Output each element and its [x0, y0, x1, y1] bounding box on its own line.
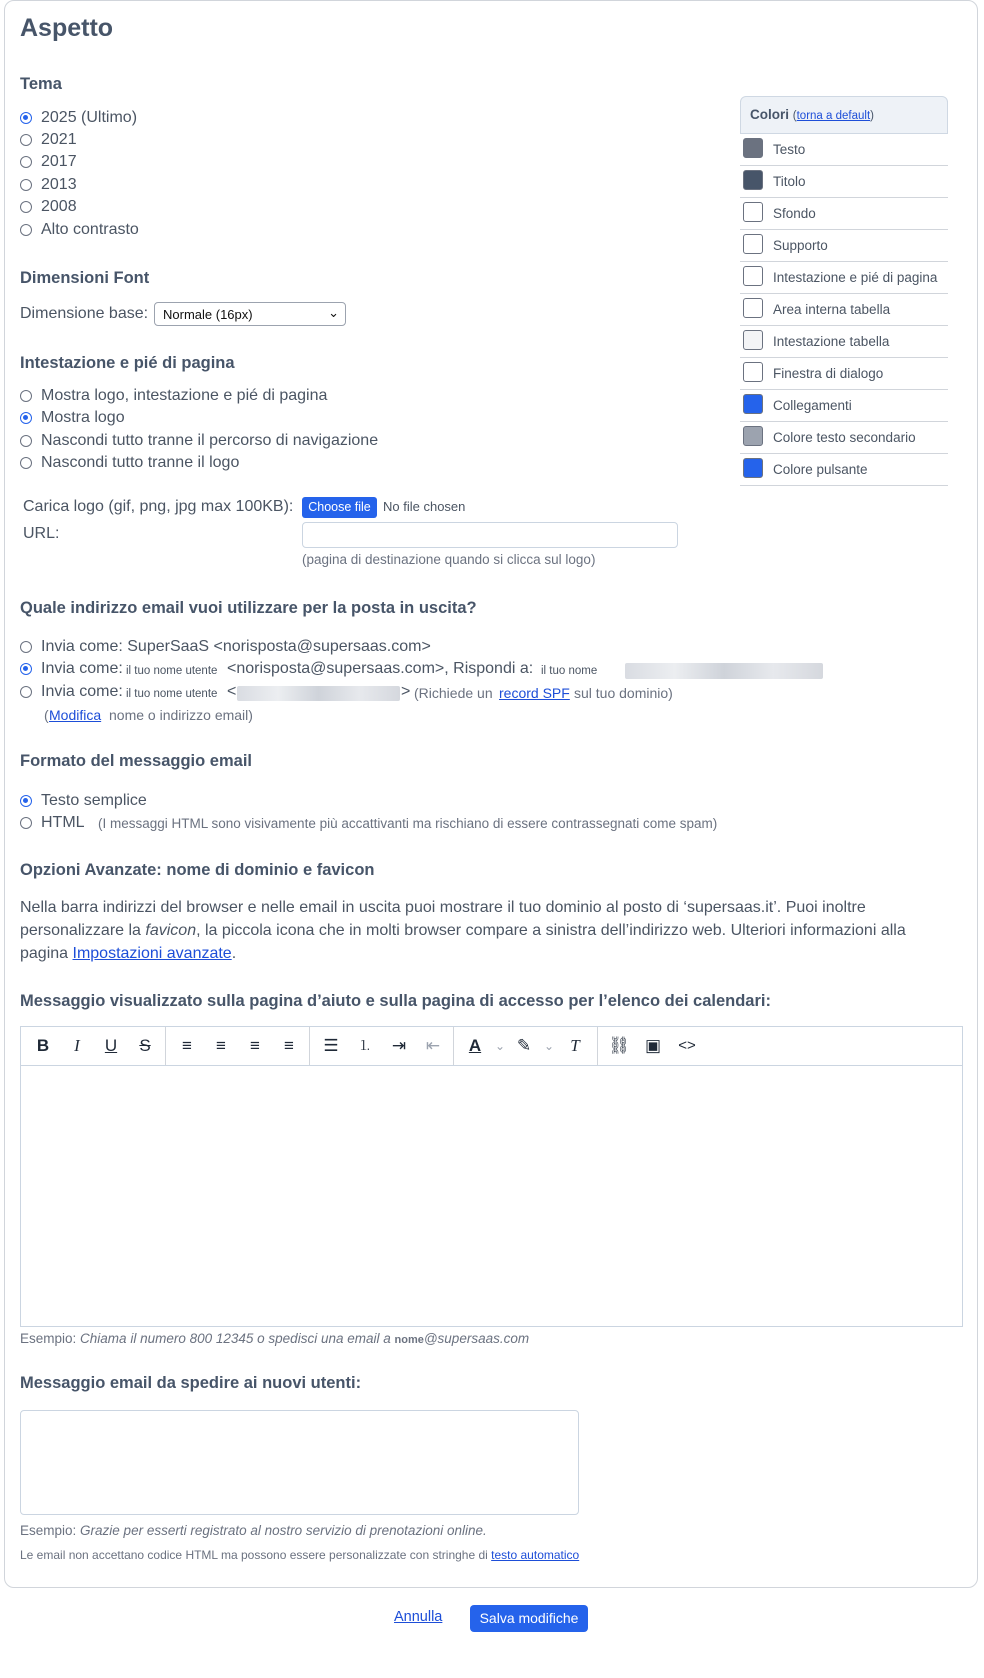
email-opt3-lt: <: [227, 683, 237, 700]
image-icon[interactable]: ▣: [644, 1036, 662, 1055]
email-label-supersaas: Invia come: SuperSaaS <norisposta@supersaas.com>: [41, 638, 431, 655]
spf-record-link[interactable]: record SPF: [499, 685, 570, 701]
logo-url-input[interactable]: [302, 522, 678, 548]
highlight-icon[interactable]: ✎: [516, 1036, 532, 1055]
header-radio-only-logo[interactable]: [20, 457, 32, 469]
modify-open-paren: (: [44, 707, 49, 723]
save-changes-button[interactable]: Salva modifiche: [470, 1605, 588, 1632]
file-status: No file chosen: [383, 499, 466, 514]
theme-radio-2017[interactable]: [20, 156, 32, 168]
email-opt2-address: <norisposta@supersaas.com>, Rispondi a:: [227, 660, 534, 677]
format-label-plain: Testo semplice: [41, 792, 147, 809]
help-message-example: [20, 1331, 529, 1346]
modify-email-link[interactable]: Modifica: [49, 707, 102, 723]
font-size-value: Normale (16px): [163, 307, 253, 322]
header-footer-heading: Intestazione e pié di pagina: [20, 354, 235, 372]
numbered-list-icon[interactable]: ⒈: [358, 1038, 372, 1053]
theme-label-2013: 2013: [41, 176, 77, 193]
outdent-icon[interactable]: ⇤: [425, 1036, 441, 1055]
format-label-html: HTML: [41, 814, 85, 831]
color-swatch[interactable]: [743, 234, 763, 254]
header-label-breadcrumb: Nascondi tutto tranne il percorso di navigazione: [41, 432, 379, 449]
email-format-heading: Formato del messaggio email: [20, 752, 252, 770]
color-label: Titolo: [773, 174, 806, 189]
toolbar-separator: [453, 1027, 454, 1065]
email-opt2-username-token: il tuo nome utente: [126, 665, 218, 677]
color-label: Finestra di dialogo: [773, 366, 884, 381]
color-row: [740, 262, 948, 294]
email-opt3-gt: >: [401, 683, 411, 700]
italic-icon[interactable]: I: [74, 1036, 80, 1055]
logo-url-label: URL:: [23, 525, 60, 542]
color-label: Sfondo: [773, 206, 816, 221]
advanced-heading: Opzioni Avanzate: nome di dominio e favicon: [20, 861, 375, 879]
color-swatch[interactable]: [743, 298, 763, 318]
advanced-text-3b: .: [231, 945, 237, 962]
toolbar-separator: [165, 1027, 166, 1065]
color-row: [740, 166, 948, 198]
color-label: Area interna tabella: [773, 302, 891, 317]
color-label: Colore pulsante: [773, 462, 868, 477]
theme-radio-2013[interactable]: [20, 179, 32, 191]
color-swatch[interactable]: [743, 266, 763, 286]
choose-file-button[interactable]: Choose file: [302, 497, 377, 518]
reset-colors-link[interactable]: torna a default: [796, 110, 871, 122]
editor-toolbar: [21, 1027, 962, 1066]
bold-icon[interactable]: B: [36, 1036, 50, 1055]
advanced-text-line1: Nella barra indirizzi del browser e nelle email in uscita puoi mostrare il tuo dominio al posto di ‘supersaas.it’. Puoi inoltre: [20, 899, 866, 916]
theme-radio-2008[interactable]: [20, 201, 32, 213]
new-user-message-textarea[interactable]: [20, 1410, 579, 1515]
color-swatch[interactable]: [743, 138, 763, 158]
font-size-label: Dimensione base:: [20, 305, 149, 322]
help-message-heading: Messaggio visualizzato sulla pagina d’aiuto e sulla pagina di accesso per l’elenco dei calendari:: [20, 992, 771, 1010]
font-heading: Dimensioni Font: [20, 269, 150, 287]
header-label-logo: Mostra logo: [41, 409, 125, 426]
redacted-reply-address: [625, 663, 823, 679]
color-row: [740, 198, 948, 230]
colors-header: [740, 96, 948, 134]
toolbar-separator: [309, 1027, 310, 1065]
logo-url-hint: (pagina di destinazione quando si clicca sul logo): [302, 552, 596, 567]
strikethrough-icon[interactable]: S: [139, 1036, 151, 1055]
header-label-only-logo: Nascondi tutto tranne il logo: [41, 454, 240, 471]
email-radio-supersaas[interactable]: [20, 641, 32, 653]
email-opt3-username-token: il tuo nome utente: [126, 688, 218, 700]
colors-panel: [740, 96, 948, 486]
color-label: Supporto: [773, 238, 828, 253]
email-opt2-name-token: il tuo nome: [541, 665, 598, 677]
email-opt3-prefix: Invia come:: [41, 683, 123, 700]
toolbar-separator: [597, 1027, 598, 1065]
color-row: [740, 294, 948, 326]
color-row: [740, 422, 948, 454]
advanced-text-favicon: favicon: [145, 922, 197, 939]
email-opt2-prefix: Invia come:: [41, 660, 123, 677]
bullet-list-icon[interactable]: ☰: [323, 1036, 339, 1055]
help-example-domain: @supersaas.com: [423, 1331, 530, 1346]
chevron-down-icon[interactable]: ⌄: [494, 1039, 506, 1053]
color-swatch[interactable]: [743, 362, 763, 382]
cancel-link[interactable]: Annulla: [394, 1609, 443, 1625]
color-swatch[interactable]: [743, 458, 763, 478]
colors-reset-close: ): [870, 110, 874, 122]
help-example-label: Esempio:: [20, 1331, 77, 1346]
colors-title: Colori: [750, 107, 789, 122]
theme-radio-2021[interactable]: [20, 134, 32, 146]
theme-radio-high-contrast[interactable]: [20, 224, 32, 236]
new-user-example-text: Grazie per esserti registrato al nostro servizio di prenotazioni online.: [80, 1523, 487, 1538]
header-label-show-all: Mostra logo, intestazione e pié di pagina: [41, 387, 328, 404]
theme-label-2017: 2017: [41, 153, 77, 170]
color-label: Colore testo secondario: [773, 430, 916, 445]
color-row: [740, 390, 948, 422]
color-swatch[interactable]: [743, 426, 763, 446]
help-message-editor: [20, 1026, 963, 1327]
color-label: Collegamenti: [773, 398, 852, 413]
theme-radio-2025[interactable]: [20, 112, 32, 124]
help-example-text: Chiama il numero 800 12345 o spedisci una email a: [80, 1331, 391, 1346]
theme-heading: Tema: [20, 75, 62, 93]
header-radio-show-all[interactable]: [20, 390, 32, 402]
new-user-note-text: Le email non accettano codice HTML ma possono essere personalizzate con stringhe di: [20, 1548, 488, 1562]
email-opt3-tail: sul tuo dominio): [574, 685, 673, 701]
align-right-icon[interactable]: ≡: [250, 1036, 260, 1055]
clear-format-icon[interactable]: T: [570, 1036, 580, 1055]
theme-label-2025: 2025 (Ultimo): [41, 109, 138, 126]
email-from-heading: Quale indirizzo email vuoi utilizzare per la posta in uscita?: [20, 599, 477, 617]
code-icon[interactable]: <>: [678, 1037, 696, 1054]
format-html-note: (I messaggi HTML sono visivamente più accattivanti ma rischiano di essere contrassegnati come spam): [98, 816, 718, 831]
color-swatch[interactable]: [743, 170, 763, 190]
color-swatch[interactable]: [743, 202, 763, 222]
theme-label-2021: 2021: [41, 131, 77, 148]
chevron-down-icon: ⌄: [328, 305, 339, 320]
color-row: [740, 134, 948, 166]
email-opt3-requires: (Richiede un: [414, 685, 493, 701]
advanced-settings-link[interactable]: Impostazioni avanzate: [72, 945, 232, 962]
color-label: Testo: [773, 142, 806, 157]
advanced-text-line2: [20, 922, 906, 940]
page-title: Aspetto: [20, 14, 114, 42]
new-user-example-label: Esempio:: [20, 1523, 77, 1538]
underline-icon[interactable]: U: [104, 1036, 118, 1055]
help-example-nome: nome: [394, 1334, 424, 1346]
link-icon[interactable]: ⛓: [608, 1036, 630, 1055]
theme-label-high-contrast: Alto contrasto: [41, 221, 139, 238]
email-radio-username[interactable]: [20, 663, 32, 675]
color-row: [740, 358, 948, 390]
format-radio-plain[interactable]: [20, 795, 32, 807]
new-user-heading: Messaggio email da spedire ai nuovi utenti:: [20, 1374, 362, 1392]
color-label: Intestazione e pié di pagina: [773, 270, 938, 285]
align-left-icon[interactable]: ≡: [182, 1036, 192, 1055]
email-radio-custom[interactable]: [20, 686, 32, 698]
font-size-select[interactable]: [154, 302, 346, 326]
header-radio-breadcrumb[interactable]: [20, 435, 32, 447]
color-row: [740, 230, 948, 262]
color-swatch[interactable]: [743, 394, 763, 414]
advanced-text-2b: , la piccola icona che in molti browser compare a sinistra dell’indirizzo web. Ulteriori informazioni alla: [196, 922, 906, 939]
color-label: Intestazione tabella: [773, 334, 890, 349]
color-list: [740, 134, 948, 486]
color-row: [740, 326, 948, 358]
advanced-text-line3: [20, 945, 236, 963]
header-radio-logo[interactable]: [20, 412, 32, 424]
advanced-text-2a: personalizzare la: [20, 922, 141, 939]
text-color-icon[interactable]: A: [468, 1036, 482, 1055]
new-user-note: [20, 1548, 579, 1562]
auto-text-link[interactable]: testo automatico: [491, 1548, 580, 1562]
redacted-custom-address: [237, 686, 400, 701]
align-center-icon[interactable]: ≡: [216, 1036, 226, 1055]
theme-label-2008: 2008: [41, 198, 77, 215]
color-swatch[interactable]: [743, 330, 763, 350]
modify-tail: nome o indirizzo email): [109, 707, 253, 723]
indent-icon[interactable]: ⇥: [391, 1036, 407, 1055]
advanced-text-3a: pagina: [20, 945, 69, 962]
color-row: [740, 454, 948, 486]
logo-upload-label: Carica logo (gif, png, jpg max 100KB):: [23, 498, 294, 515]
format-radio-html[interactable]: [20, 817, 32, 829]
align-justify-icon[interactable]: ≡: [284, 1036, 294, 1055]
colors-reset-open: (: [792, 110, 797, 122]
new-user-example: [20, 1523, 487, 1538]
chevron-down-icon[interactable]: ⌄: [543, 1039, 555, 1053]
